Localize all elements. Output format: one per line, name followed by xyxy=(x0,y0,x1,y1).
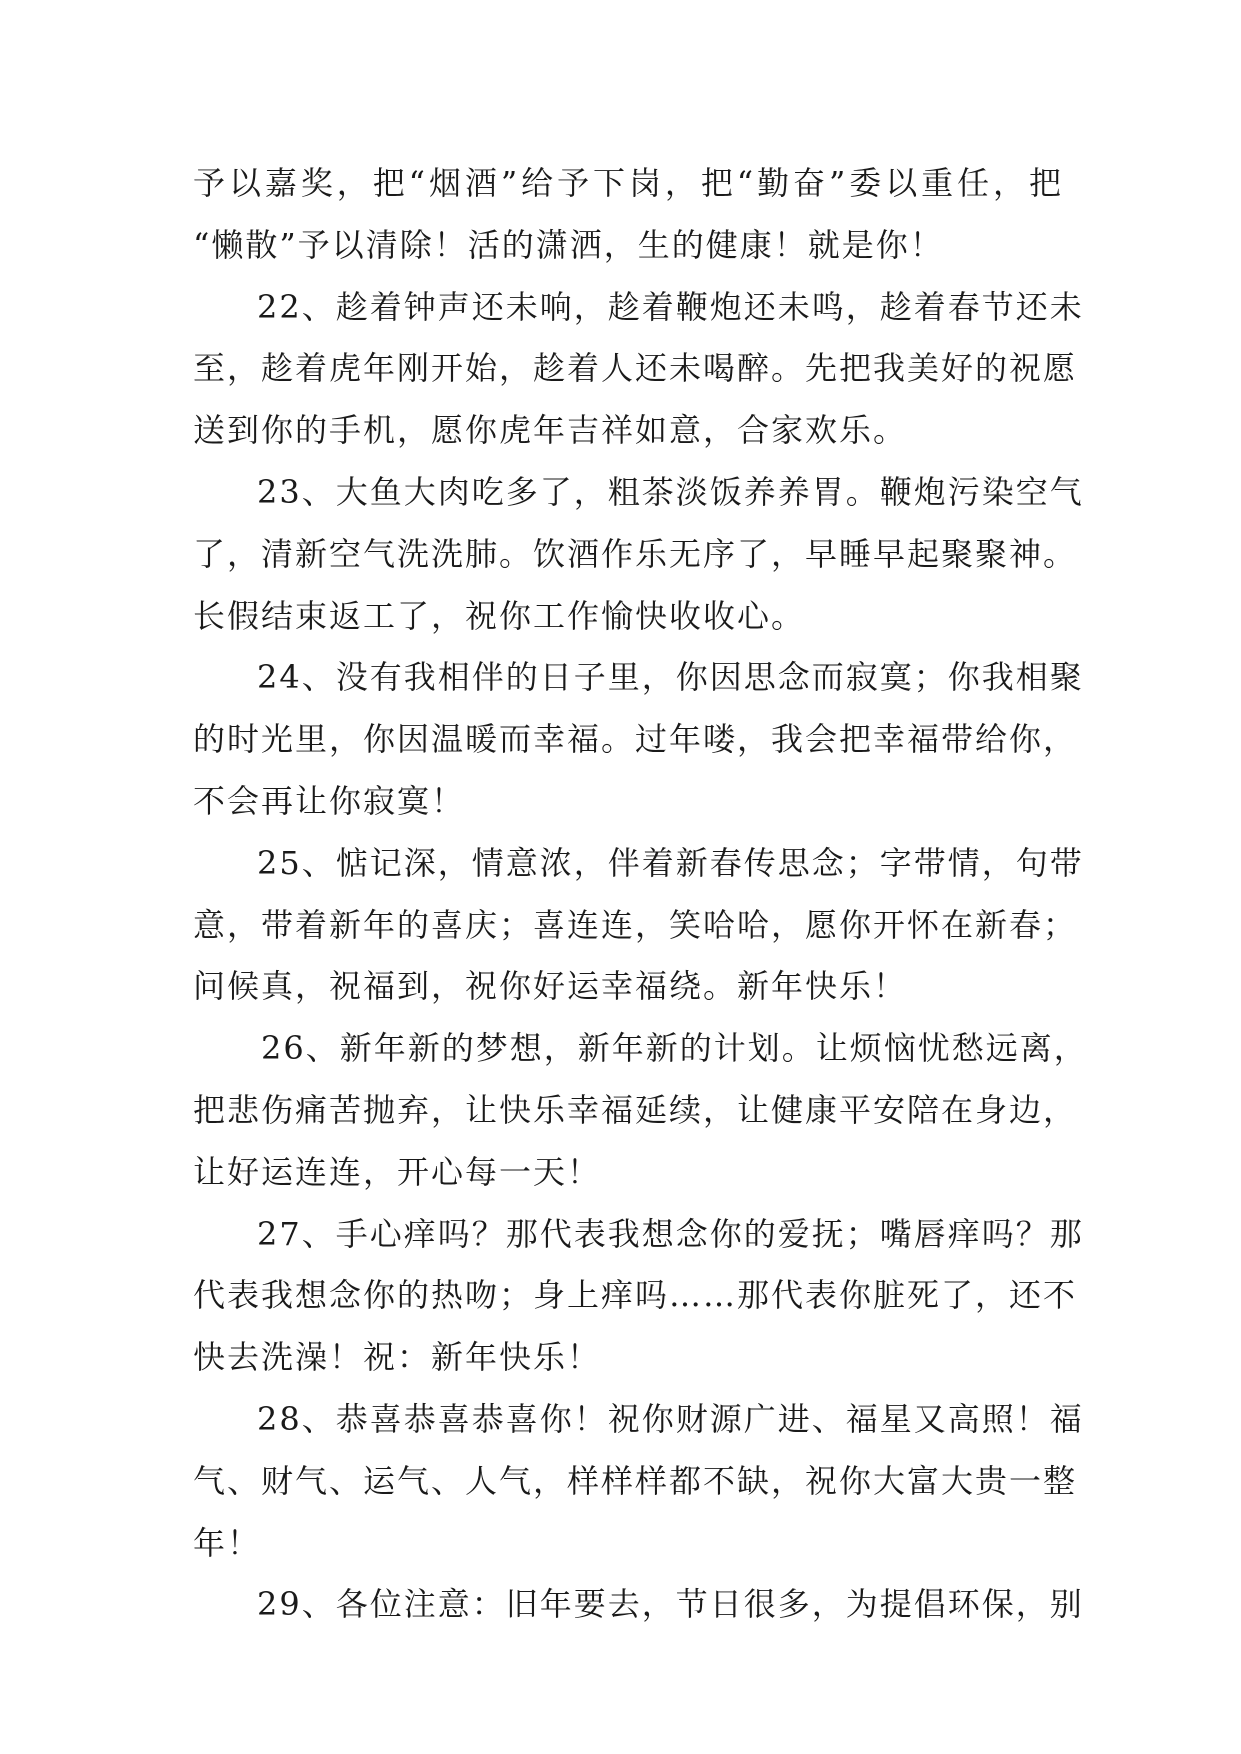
text-line: 快去洗澡！祝：新年快乐！ xyxy=(193,1338,602,1377)
text-line: 气、财气、运气、人气，样样样都不缺，祝你大富大贵一整 xyxy=(193,1461,1078,1500)
text-line: “懒散”予以清除！活的潇洒，生的健康！就是你！ xyxy=(193,225,944,264)
text-line: 送到你的手机，愿你虎年吉祥如意，合家欢乐。 xyxy=(193,411,908,450)
paragraph-25-line: 25、惦记深，情意浓，伴着新春传思念；字带情，句带 xyxy=(257,843,1084,882)
text-line: 的时光里，你因温暖而幸福。过年喽，我会把幸福带给你， xyxy=(193,720,1078,759)
text-line: 不会再让你寂寞！ xyxy=(193,781,466,820)
paragraph-24-line: 24、没有我相伴的日子里，你因思念而寂寞；你我相聚 xyxy=(257,658,1084,697)
document-body xyxy=(193,153,1088,1636)
text-line: 了，清新空气洗洗肺。饮酒作乐无序了，早睡早起聚聚神。 xyxy=(193,534,1078,573)
paragraph-29-line: 29、各位注意：旧年要去，节日很多，为提倡环保，别 xyxy=(257,1585,1084,1624)
text-line: 意，带着新年的喜庆；喜连连，笑哈哈，愿你开怀在新春； xyxy=(193,905,1078,944)
paragraph-22-line: 22、趁着钟声还未响，趁着鞭炮还未鸣，趁着春节还未 xyxy=(257,287,1084,326)
text-line: 把悲伤痛苦抛弃，让快乐幸福延续，让健康平安陪在身边， xyxy=(193,1090,1078,1129)
text-line: 至，趁着虎年刚开始，趁着人还未喝醉。先把我美好的祝愿 xyxy=(193,349,1078,388)
text-line: 长假结束返工了，祝你工作愉快收收心。 xyxy=(193,596,806,635)
text-line: 代表我想念你的热吻；身上痒吗……那代表你脏死了，还不 xyxy=(193,1276,1078,1315)
text-line: 年！ xyxy=(193,1523,262,1562)
paragraph-23-line: 23、大鱼大肉吃多了，粗茶淡饭养养胃。鞭炮污染空气 xyxy=(257,472,1084,511)
paragraph-28-line: 28、恭喜恭喜恭喜你！祝你财源广进、福星又高照！福 xyxy=(257,1399,1084,1438)
text-line: 予以嘉奖，把“烟酒”给予下岗，把“勤奋”委以重任，把 xyxy=(193,164,1063,202)
text-line: 问候真，祝福到，祝你好运幸福绕。新年快乐！ xyxy=(193,967,908,1006)
paragraph-27-line: 27、手心痒吗？那代表我想念你的爱抚；嘴唇痒吗？那 xyxy=(257,1214,1084,1253)
text-line: 让好运连连，开心每一天！ xyxy=(193,1152,602,1191)
paragraph-26-line: 26、新年新的梦想，新年新的计划。让烦恼忧愁远离， xyxy=(261,1029,1088,1068)
